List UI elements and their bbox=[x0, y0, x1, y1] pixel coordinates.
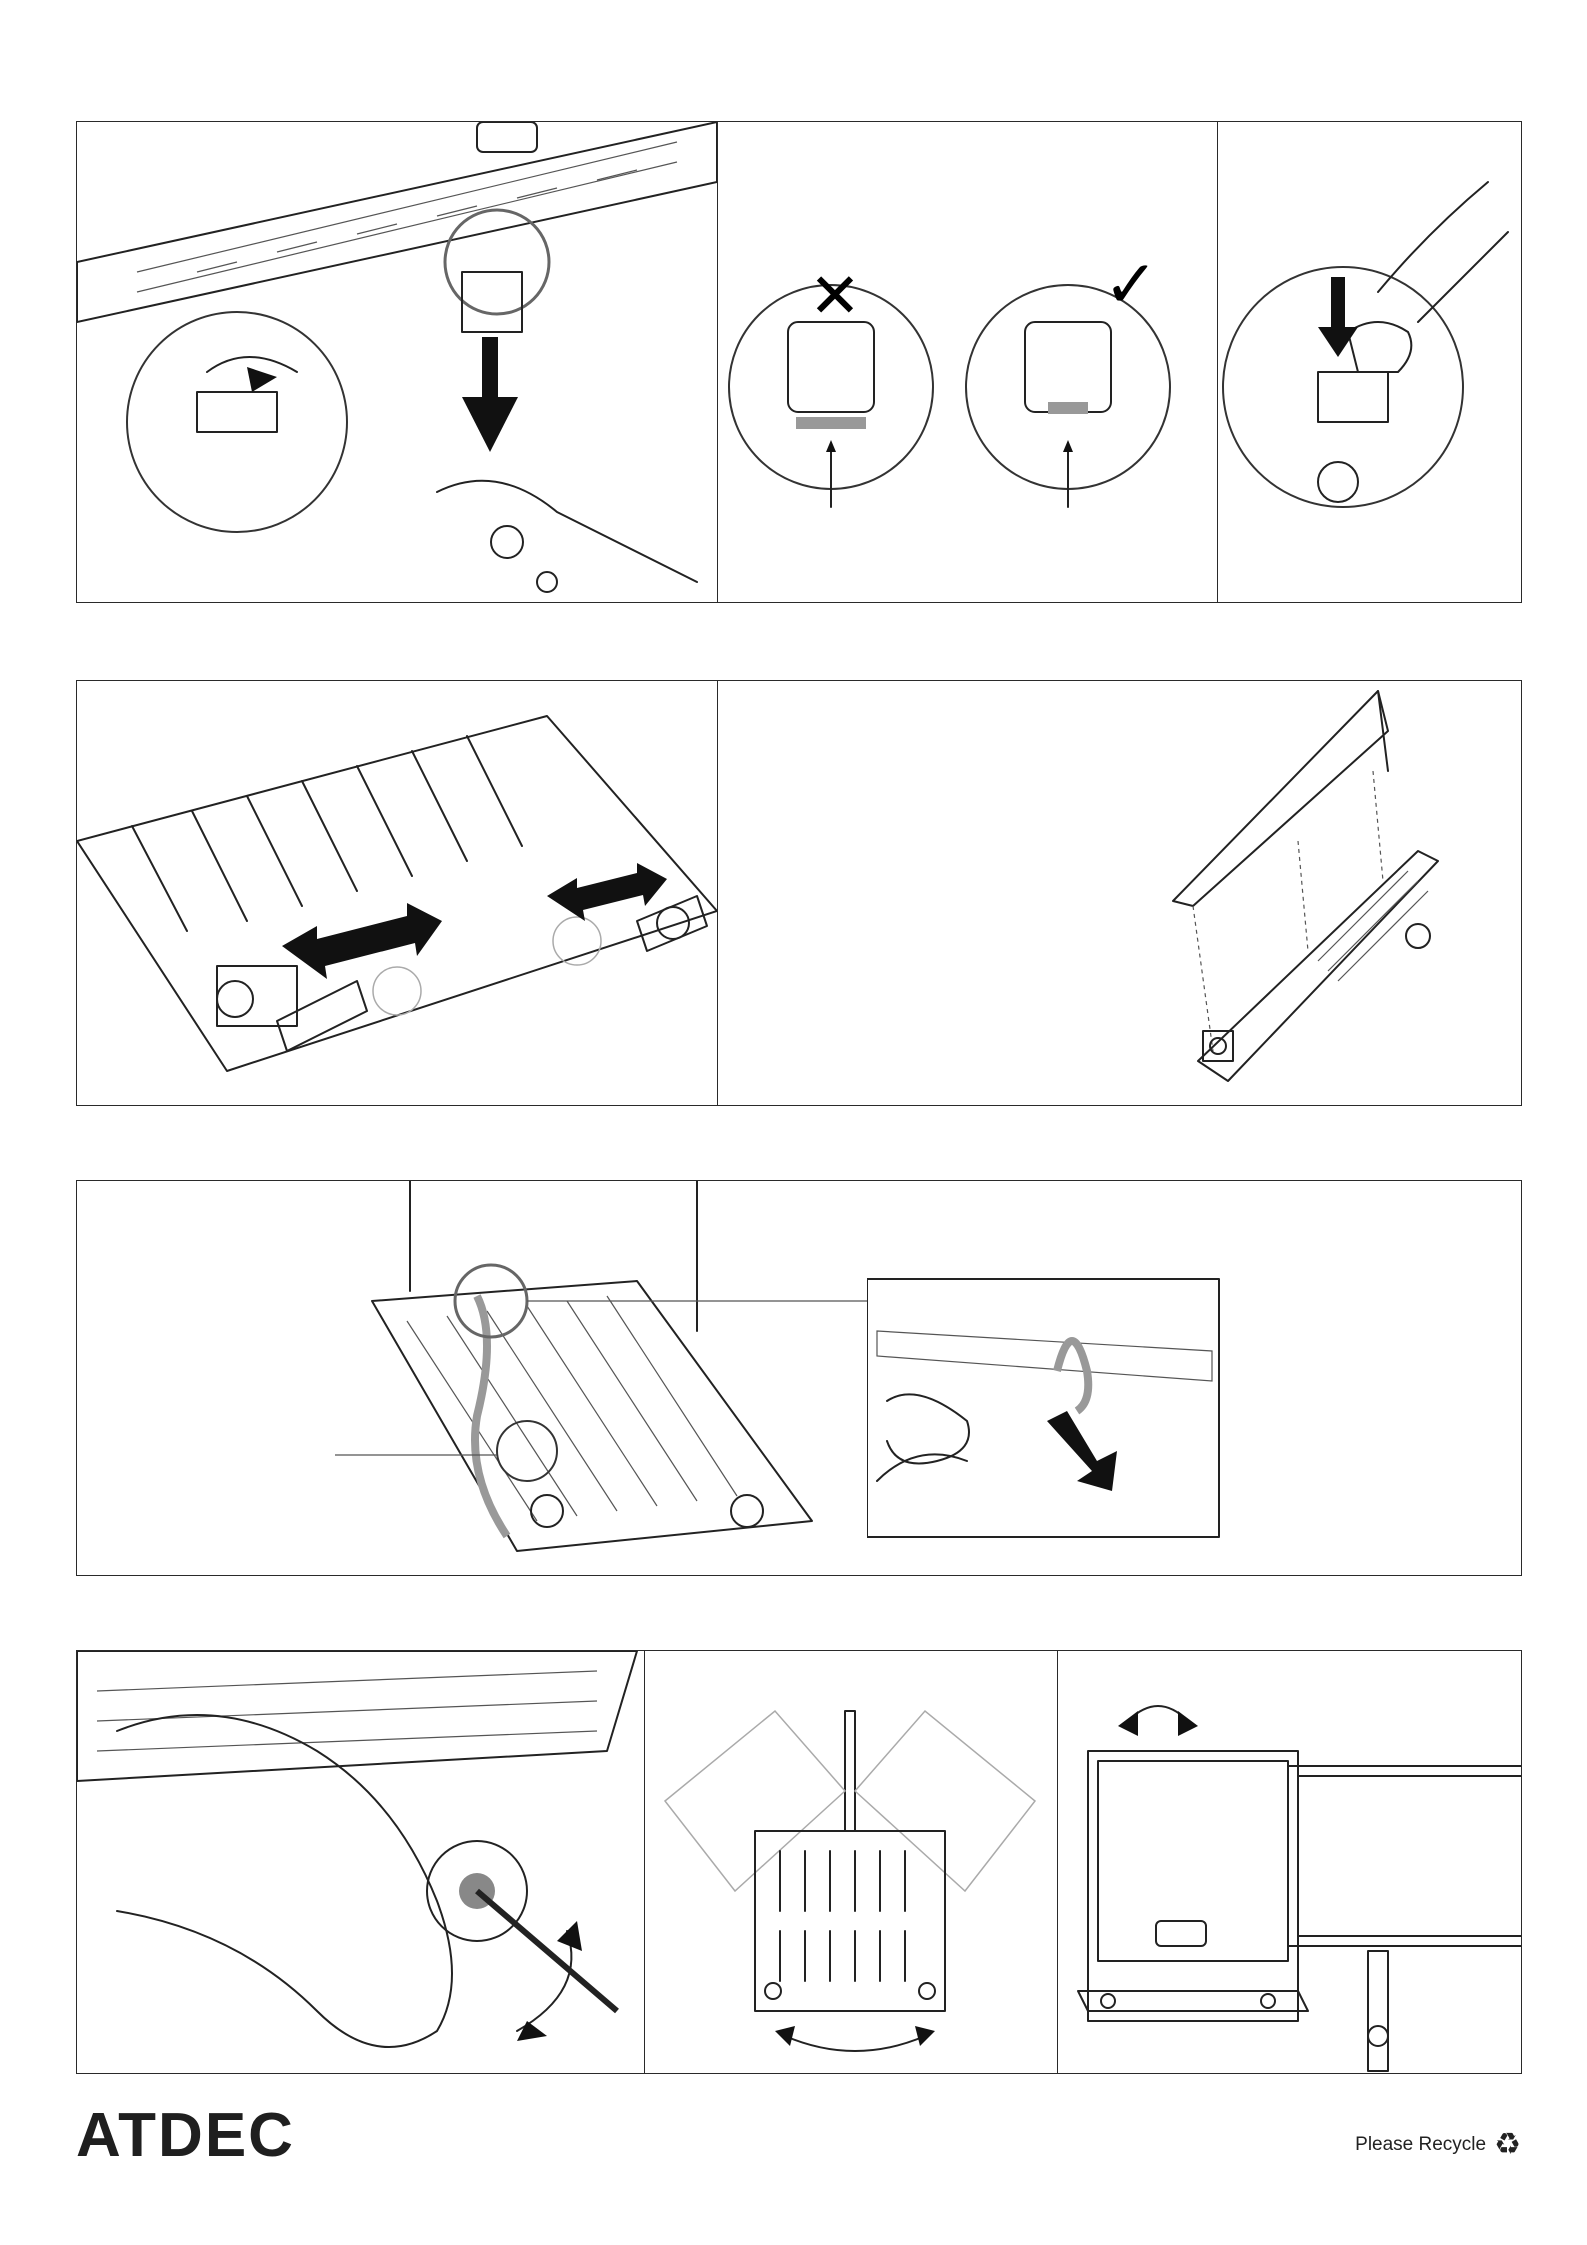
correct-mark: ✓ bbox=[1103, 246, 1159, 323]
step-press-latch-down bbox=[1218, 122, 1522, 602]
step-route-cable bbox=[77, 1181, 867, 1575]
atdec-logo: ATDEC bbox=[76, 2101, 295, 2170]
panel-row-3 bbox=[76, 1180, 1522, 1576]
recycle-icon: ♻ bbox=[1494, 2128, 1521, 2161]
panel-row-4 bbox=[76, 1650, 1522, 2074]
step-mount-tray bbox=[718, 681, 1522, 1105]
incorrect-mark: ✕ bbox=[809, 259, 861, 332]
step-check-latch-position bbox=[718, 122, 1217, 602]
step-tilt-laptop-screen bbox=[1058, 1651, 1522, 2073]
panel-row-2 bbox=[76, 680, 1522, 1106]
step-cable-clip-detail bbox=[867, 1181, 1522, 1575]
please-recycle bbox=[1355, 2130, 1521, 2160]
panel-row-1 bbox=[76, 121, 1522, 603]
step-attach-tray-bracket bbox=[77, 122, 717, 602]
step-adjust-brackets bbox=[77, 681, 717, 1105]
step-tighten-joint-tension bbox=[77, 1651, 644, 2073]
please-recycle-label: Please Recycle bbox=[1355, 2134, 1487, 2155]
step-swivel-tray bbox=[645, 1651, 1057, 2073]
